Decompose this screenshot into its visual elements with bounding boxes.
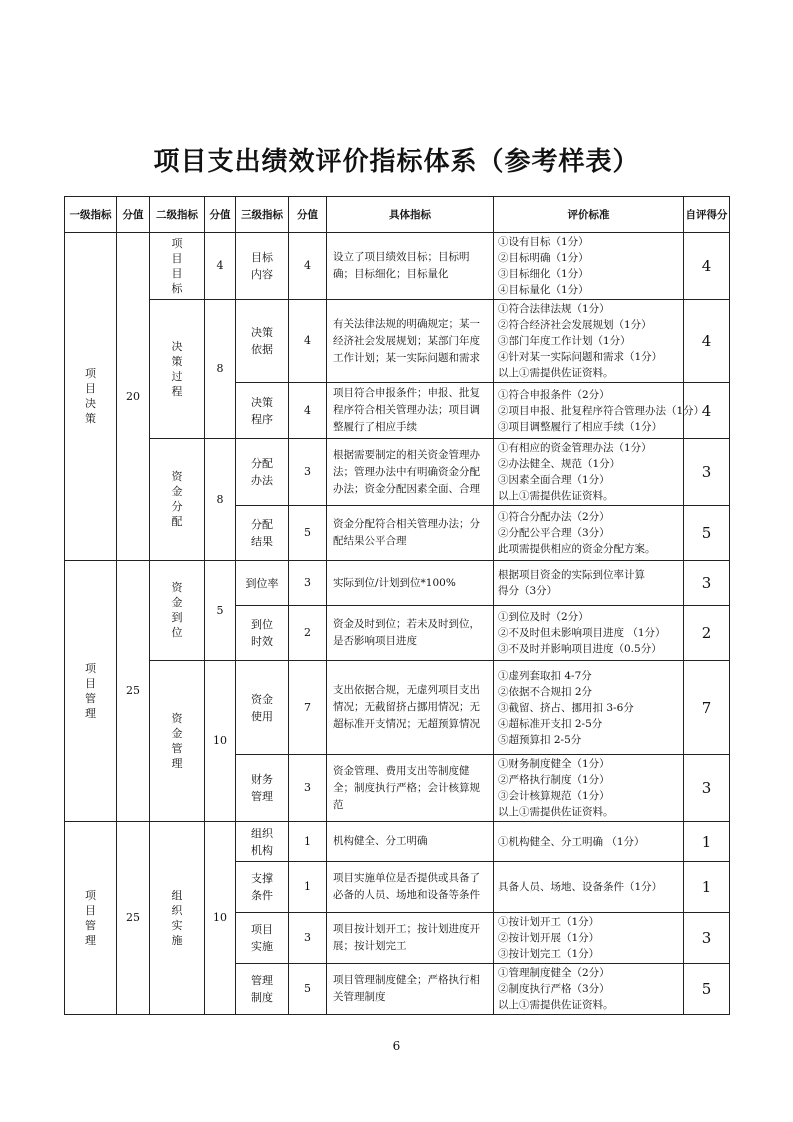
level3-score: 4 (304, 259, 311, 272)
criteria-line: ①符合法律法规（1分） (498, 303, 610, 315)
level3-indicator-cell (236, 822, 289, 862)
level2-score-cell (205, 300, 236, 439)
level3-score: 2 (304, 626, 311, 639)
level3-score: 3 (304, 576, 311, 589)
level3-score-cell (289, 913, 327, 964)
level3-score: 1 (304, 880, 311, 893)
level3-indicator-text: 分配办法 (251, 457, 273, 487)
level3-score-cell (289, 862, 327, 913)
level3-indicator-cell (236, 964, 289, 1015)
criteria-line: 根据项目资金的实际到位率计算 (498, 569, 645, 581)
level1-indicator-text: 项目决策 (85, 367, 96, 425)
level3-score-cell (289, 300, 327, 383)
evaluation-criteria-cell (494, 561, 684, 606)
self-score-cell: 3 (684, 913, 730, 964)
evaluation-criteria-cell (494, 822, 684, 862)
page-number: 6 (392, 1039, 401, 1053)
table-row (65, 661, 730, 755)
level2-score-cell (205, 561, 236, 661)
specific-indicator-cell: 项目按计划开工；按计划进度开展；按计划完工 (327, 913, 494, 964)
level3-indicator-cell (236, 233, 289, 300)
specific-indicator-cell: 资金分配符合相关管理办法；分配结果公平合理 (327, 506, 494, 561)
header-cell: 一级指标 (65, 197, 117, 233)
criteria-line: 得分（3分） (498, 585, 558, 597)
header-cell: 三级指标 (236, 197, 289, 233)
criteria-line: ①设有目标（1分） (498, 236, 589, 248)
level2-score: 10 (213, 734, 227, 747)
table-row (65, 233, 730, 300)
level3-score-cell (289, 661, 327, 755)
criteria-line: 以上①需提供佐证资料。 (498, 367, 614, 379)
criteria-line: ④针对某一实际问题和需求（1分） (498, 351, 663, 363)
header-cell: 分值 (205, 197, 236, 233)
level3-score-cell (289, 383, 327, 439)
specific-indicator-cell: 资金及时到位；若未及时到位，是否影响项目进度 (327, 606, 494, 661)
level3-indicator-cell (236, 561, 289, 606)
specific-indicator-cell: 机构健全、分工明确 (327, 822, 494, 862)
header-cell: 自评得分 (684, 197, 730, 233)
self-score-cell: 5 (684, 964, 730, 1015)
level3-score-cell (289, 561, 327, 606)
level1-score-cell (117, 233, 150, 561)
level3-score: 3 (304, 931, 311, 944)
specific-indicator-cell: 设立了项目绩效目标；目标明确；目标细化；目标量化 (327, 233, 494, 300)
table-header-row (65, 197, 730, 233)
table-row (65, 822, 730, 862)
level2-indicator-cell (150, 300, 205, 439)
criteria-line: 以上①需提供佐证资料。 (498, 490, 614, 502)
level2-indicator-text: 资金管理 (171, 711, 183, 770)
level1-score-cell (117, 561, 150, 822)
specific-indicator-cell: 实际到位/计划到位*100% (327, 561, 494, 606)
level2-score: 5 (216, 603, 224, 617)
criteria-line: ③目标细化（1分） (498, 268, 589, 280)
self-score-cell: 4 (684, 233, 730, 300)
level3-indicator-cell (236, 606, 289, 661)
level2-indicator-text: 组织实施 (171, 888, 183, 947)
level1-indicator-text: 项目管理 (85, 661, 96, 720)
level2-indicator-cell (150, 233, 205, 300)
level3-score: 1 (304, 834, 311, 848)
criteria-line: ③按计划完工（1分） (498, 948, 600, 960)
level2-indicator-text: 决策过程 (171, 339, 183, 398)
criteria-line: ①机构健全、分工明确 （1分） (498, 835, 645, 848)
level3-score-cell (289, 822, 327, 862)
level1-score-cell (117, 822, 150, 1015)
level3-indicator-text: 决策依据 (251, 326, 273, 356)
level3-indicator-text: 组织机构 (251, 826, 273, 857)
criteria-line: ①按计划开工（1分） (498, 916, 600, 928)
level3-score: 3 (304, 465, 311, 478)
self-score-cell: 4 (684, 383, 730, 439)
level2-indicator-cell (150, 822, 205, 1015)
evaluation-criteria-cell (494, 383, 705, 439)
level3-indicator-text: 项目实施 (251, 923, 273, 953)
level3-score-cell (289, 755, 327, 822)
level3-indicator-text: 分配结果 (251, 518, 273, 548)
criteria-line: ②办法健全、规范（1分） (498, 458, 621, 470)
evaluation-criteria-cell (494, 506, 684, 561)
table-body (65, 233, 730, 1015)
specific-indicator-cell: 项目实施单位是否提供或具备了必备的人员、场地和设备等条件 (327, 862, 494, 913)
level3-indicator-cell (236, 439, 289, 506)
criteria-line: ③因素全面合理（1分） (498, 474, 610, 486)
criteria-line: ②依据不合规扣 2分 (498, 685, 593, 698)
self-score-cell: 4 (684, 300, 730, 383)
criteria-line: ③项目调整履行了相应手续（1分） (498, 420, 663, 433)
self-score-cell: 1 (684, 862, 730, 913)
self-score-cell: 3 (684, 439, 730, 506)
evaluation-criteria-cell (494, 862, 684, 913)
evaluation-criteria-cell (494, 964, 684, 1015)
level3-score-cell (289, 964, 327, 1015)
specific-indicator-cell: 根据需要制定的相关资金管理办法；管理办法中有明确资金分配办法；资金分配因素全面、合理 (327, 439, 494, 506)
level1-score: 25 (126, 911, 140, 924)
criteria-line: ②按计划开展（1分） (498, 932, 600, 944)
level3-indicator-text: 支撑条件 (251, 872, 273, 902)
specific-indicator-cell: 项目管理制度健全；严格执行相关管理制度 (327, 964, 494, 1015)
level2-score-cell (205, 233, 236, 300)
level2-indicator-text: 资金分配 (171, 470, 183, 528)
criteria-line: ④目标量化（1分） (498, 284, 589, 296)
specific-indicator-cell: 资金管理、费用支出等制度健全；制度执行严格；会计核算规范 (327, 755, 494, 822)
table-row (65, 300, 730, 383)
criteria-line: ③不及时并影响项目进度（0.5分） (498, 643, 662, 655)
level3-indicator-cell (236, 506, 289, 561)
level3-indicator-cell (236, 913, 289, 964)
page-title: 项目支出绩效评价指标体系（参考样表） (153, 147, 640, 177)
level2-score: 8 (216, 492, 224, 506)
level3-score: 4 (304, 403, 311, 417)
level2-indicator-cell (150, 439, 205, 561)
level3-indicator-text: 到位时效 (251, 618, 273, 648)
criteria-line: ③会计核算规范（1分） (498, 790, 610, 802)
self-score-cell: 1 (684, 822, 730, 862)
header-cell: 评价标准 (494, 197, 684, 233)
criteria-line: 以上①需提供佐证资料。 (498, 806, 614, 818)
criteria-line: ①有相应的资金管理办法（1分） (498, 442, 652, 454)
level1-indicator-cell (65, 822, 117, 1015)
level2-score: 8 (216, 362, 224, 375)
self-score-cell: 2 (684, 606, 730, 661)
criteria-line: ②制度执行严格（3分） (498, 983, 610, 995)
level1-indicator-cell (65, 561, 117, 822)
criteria-line: ②项目申报、批复程序符合管理办法（1分） (498, 404, 705, 417)
level3-score: 3 (304, 781, 311, 794)
header-cell: 分值 (289, 197, 327, 233)
level3-indicator-text: 到位率 (245, 576, 279, 590)
level3-indicator-cell (236, 755, 289, 822)
evaluation-criteria-cell (494, 233, 684, 300)
level2-indicator-text: 资金到位 (171, 581, 183, 639)
criteria-line: ①符合分配办法（2分） (498, 511, 610, 523)
level2-score: 10 (213, 911, 227, 924)
level3-score: 7 (304, 700, 311, 714)
self-score-cell: 5 (684, 506, 730, 561)
specific-indicator-cell: 支出依据合规，无虚列项目支出情况；无截留挤占挪用情况；无超标准开支情况；无超预算情况 (327, 661, 494, 755)
level1-score: 20 (126, 389, 140, 403)
level2-score-cell (205, 661, 236, 822)
evaluation-criteria-cell (494, 661, 684, 755)
level3-indicator-cell (236, 661, 289, 755)
criteria-line: ⑤超预算扣 2-5分 (498, 733, 582, 746)
criteria-line: ②分配公平合理（3分） (498, 527, 610, 539)
evaluation-criteria-cell (494, 300, 684, 383)
evaluation-criteria-cell (494, 606, 684, 661)
header-cell: 具体指标 (327, 197, 494, 233)
self-score-cell: 3 (684, 755, 730, 822)
header-cell: 分值 (117, 197, 150, 233)
evaluation-criteria-cell (494, 755, 684, 822)
level3-score-cell (289, 233, 327, 300)
level3-indicator-cell (236, 862, 289, 913)
level2-indicator-text: 项目目标 (171, 236, 183, 295)
level3-score: 5 (304, 526, 311, 539)
evaluation-table (64, 196, 730, 1015)
criteria-line: 以上①需提供佐证资料。 (498, 999, 614, 1011)
level3-indicator-text: 财务管理 (251, 773, 273, 803)
criteria-line: ②目标明确（1分） (498, 252, 589, 264)
level1-indicator-cell (65, 233, 117, 561)
level3-indicator-text: 管理制度 (251, 974, 273, 1004)
specific-indicator-cell: 项目符合申报条件；申报、批复程序符合相关管理办法；项目调整履行了相应手续 (327, 383, 494, 439)
level3-indicator-text: 资金使用 (251, 692, 273, 723)
criteria-line: ③部门年度工作计划（1分） (498, 335, 631, 347)
level3-score-cell (289, 506, 327, 561)
criteria-line: ①财务制度健全（1分） (498, 758, 610, 770)
criteria-line: ①符合申报条件（2分） (498, 388, 610, 401)
criteria-line: ①管理制度健全（2分） (498, 967, 610, 979)
level3-score-cell (289, 606, 327, 661)
criteria-line: ①虚列套取扣 4-7分 (498, 669, 592, 682)
level2-score-cell (205, 439, 236, 561)
level3-score: 5 (304, 982, 311, 995)
level3-score: 4 (304, 334, 311, 347)
specific-indicator-cell: 有关法律法规的明确规定；某一经济社会发展规划；某部门年度工作计划；某一实际问题和需求 (327, 300, 494, 383)
self-score-cell: 3 (684, 561, 730, 606)
evaluation-criteria-cell (494, 439, 684, 506)
level1-score: 25 (126, 684, 140, 697)
level1-indicator-text: 项目管理 (85, 888, 96, 947)
level3-score-cell (289, 439, 327, 506)
level3-indicator-text: 目标内容 (251, 251, 273, 281)
level2-score: 4 (216, 259, 224, 272)
self-score-cell: 7 (684, 661, 730, 755)
level3-indicator-cell (236, 383, 289, 439)
criteria-line: ④超标准开支扣 2-5分 (498, 717, 603, 730)
criteria-line: ③截留、挤占、挪用扣 3-6分 (498, 701, 634, 714)
criteria-line: ②严格执行制度（1分） (498, 774, 610, 786)
level2-indicator-cell (150, 661, 205, 822)
criteria-line: ①到位及时（2分） (498, 611, 589, 623)
level3-indicator-text: 决策程序 (251, 395, 273, 426)
criteria-line: ②符合经济社会发展规划（1分） (498, 319, 652, 331)
header-cell: 二级指标 (150, 197, 205, 233)
table-row (65, 439, 730, 506)
level2-score-cell (205, 822, 236, 1015)
evaluation-criteria-cell (494, 913, 684, 964)
table-row (65, 561, 730, 606)
criteria-line: 此项需提供相应的资金分配方案。 (498, 543, 656, 555)
level3-indicator-cell (236, 300, 289, 383)
criteria-line: ②不及时但未影响项目进度 （1分） (498, 627, 666, 639)
criteria-line: 具备人员、场地、设备条件（1分） (498, 881, 663, 893)
level2-indicator-cell (150, 561, 205, 661)
